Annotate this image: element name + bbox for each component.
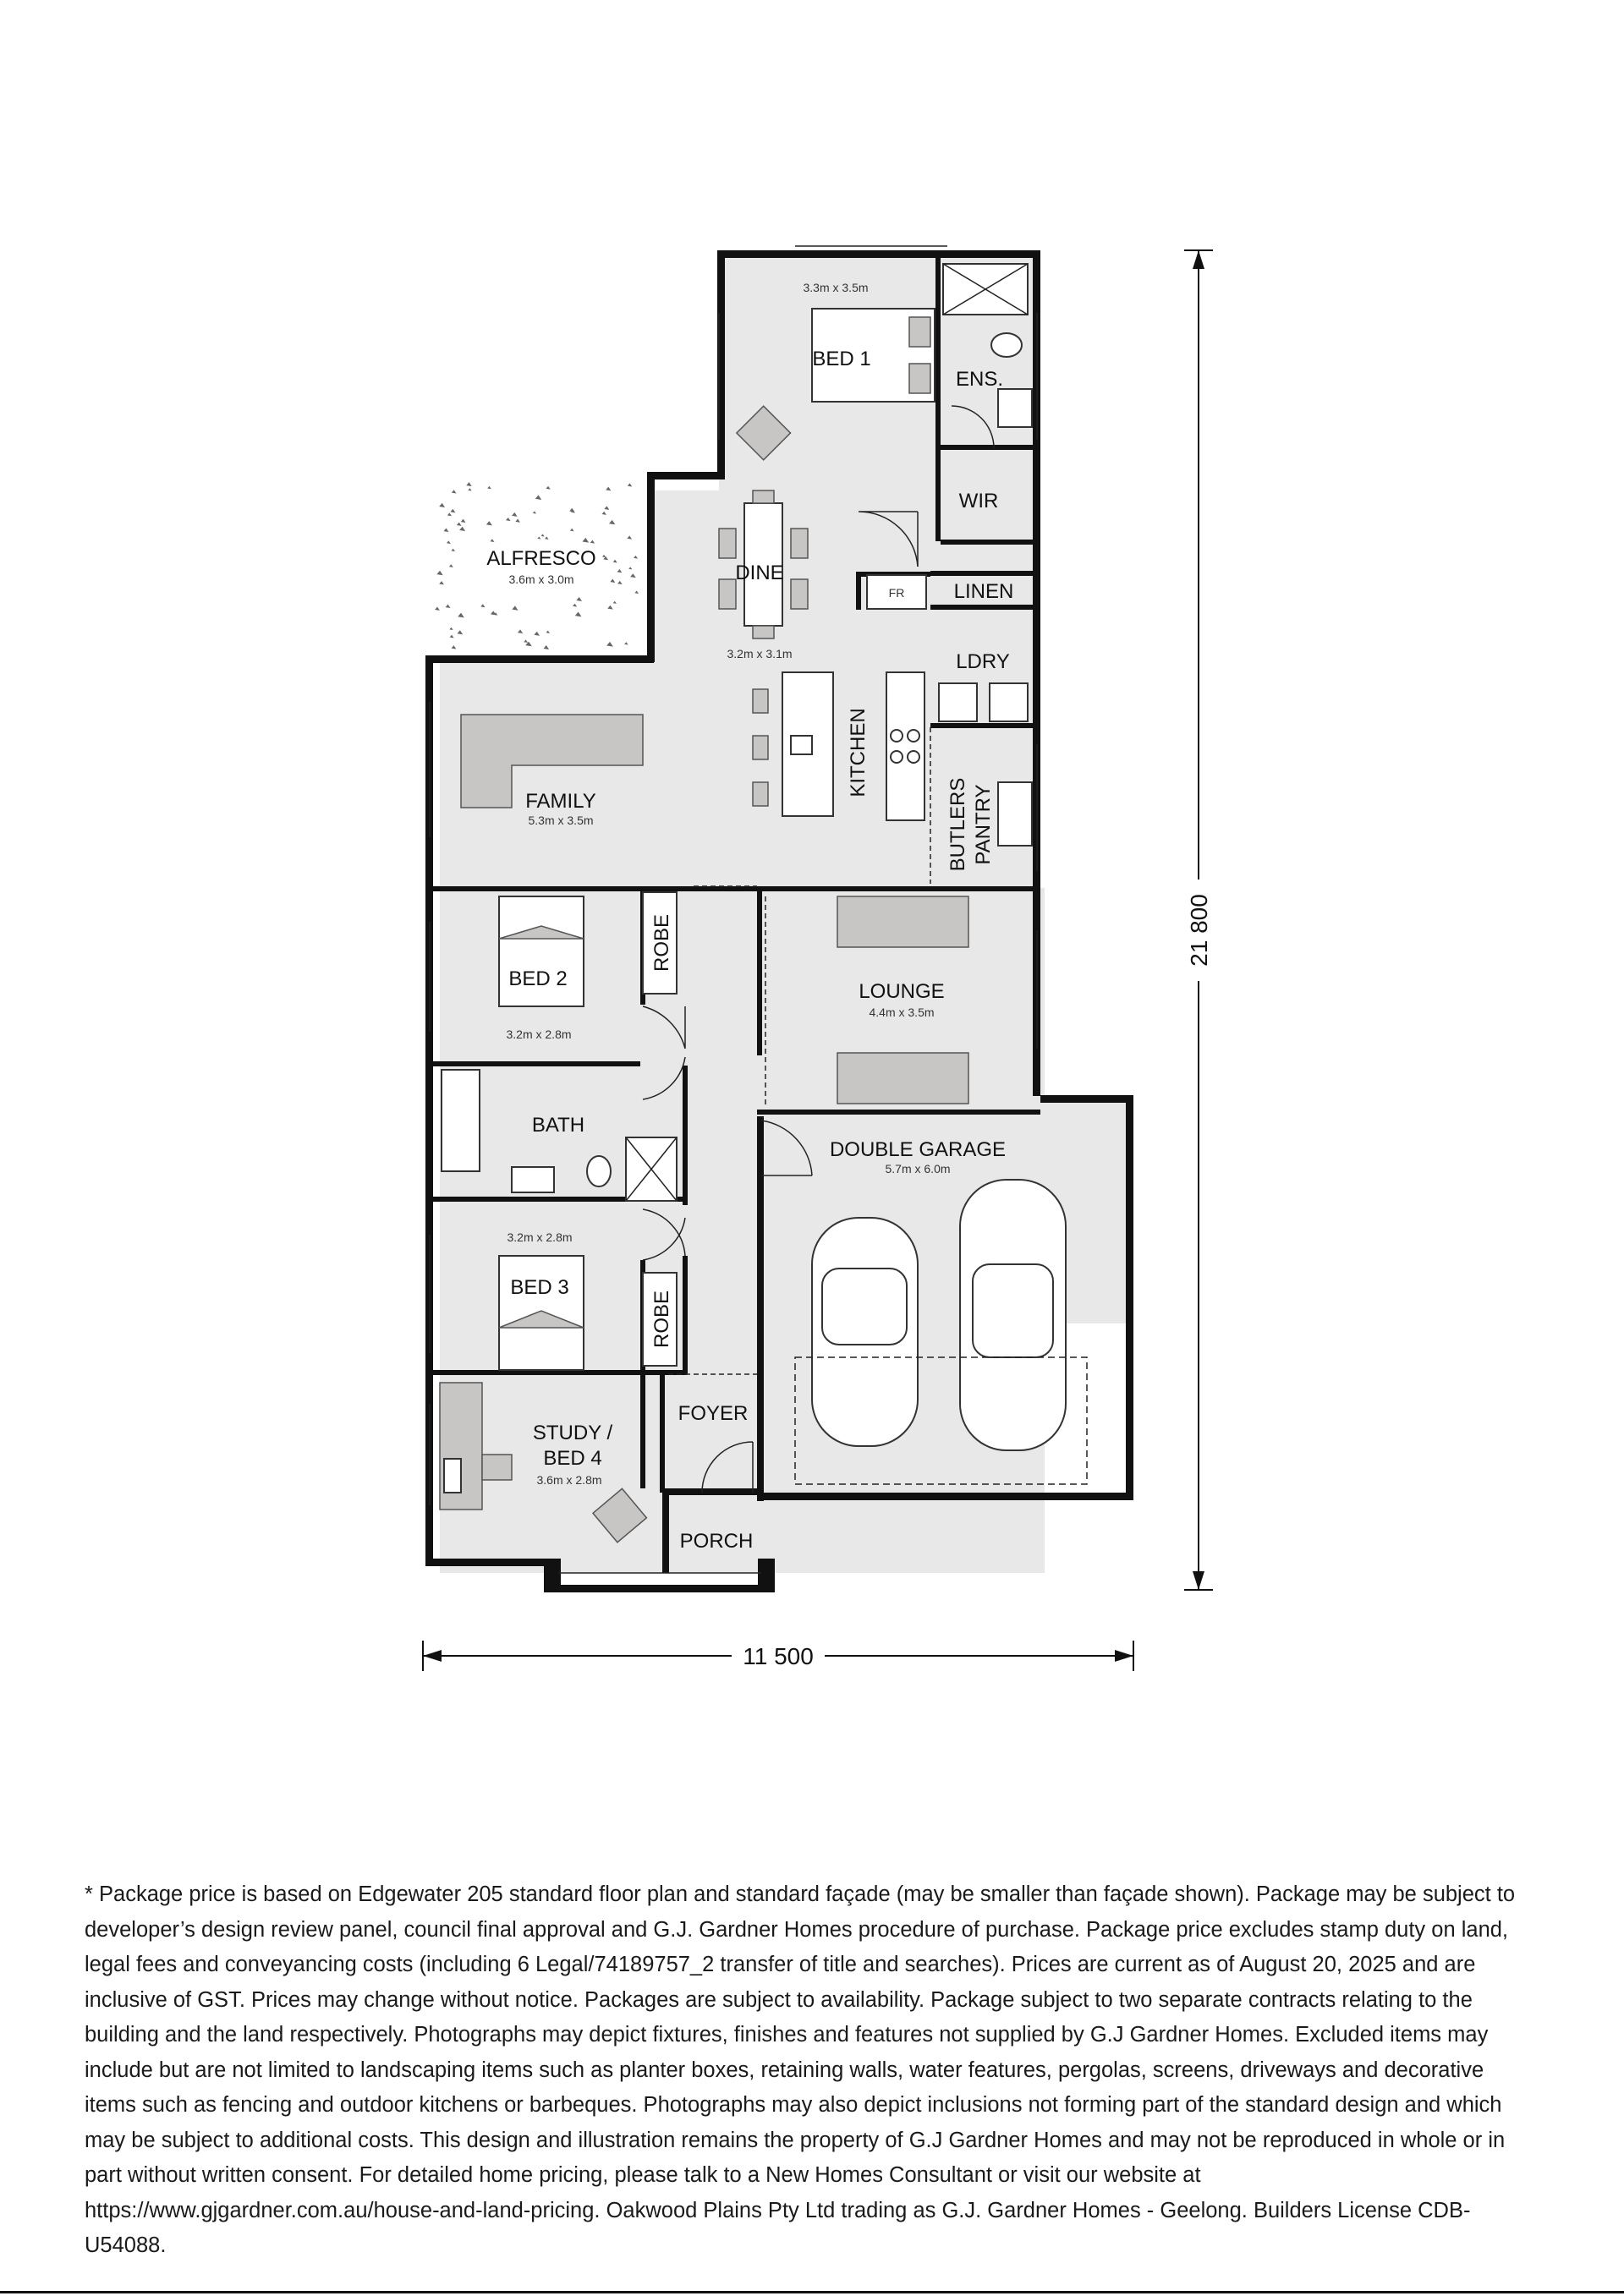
room-label: FR: [888, 586, 905, 600]
room-label: ROBE: [650, 1290, 673, 1349]
room-label: ALFRESCO: [486, 547, 596, 570]
page-bottom-rule: [0, 2291, 1624, 2293]
room-label: FAMILY: [525, 790, 596, 813]
room-label: WIR: [958, 490, 999, 512]
room-dims: 3.6m x 3.0m: [508, 573, 574, 586]
room-dims: 5.3m x 3.5m: [528, 814, 594, 827]
room-label: KITCHEN: [847, 708, 870, 797]
room-label: LDRY: [956, 650, 1010, 673]
room-label: BED 4: [543, 1447, 602, 1470]
room-label: LOUNGE: [859, 980, 945, 1003]
room-dims: 3.2m x 2.8m: [506, 1027, 572, 1041]
room-dims: 3.2m x 3.1m: [727, 647, 793, 660]
room-dims: 3.2m x 2.8m: [507, 1230, 573, 1244]
room-label: DINE: [735, 562, 784, 584]
room-label: FOYER: [678, 1402, 749, 1425]
bath-tub: [442, 1070, 480, 1171]
lounge-sofa-top: [837, 896, 968, 947]
room-label: PORCH: [679, 1530, 754, 1553]
room-dims: 3.3m x 3.5m: [803, 281, 869, 294]
room-dims: 3.6m x 2.8m: [536, 1473, 602, 1487]
room-label: DOUBLE GARAGE: [829, 1138, 1007, 1161]
room-label: BED 1: [812, 348, 871, 370]
room-label: STUDY /: [532, 1422, 613, 1444]
room-label: PANTRY: [972, 784, 995, 865]
room-dims: 4.4m x 3.5m: [869, 1006, 935, 1019]
disclaimer-text: * Package price is based on Edgewater 205 standard floor plan and standard façade (may be smaller than façade shown). Package may be subject to developer’s design review panel, council final approval and G.J. Gardner Homes procedure of purchase. Package price excludes stamp duty on land, legal fees and conveyancing costs (including 6 Legal/74189757_2 transfer of title and searches). Prices are current as of August 20, 2025 and are inclusive of GST. Prices may change without notice. Packages are subject to availability. Package subject to two separate contracts relating to the building and the land respectively. Photographs may depict fixtures, finishes and features not supplied by G.J Gardner Homes. Excluded items may include but are not limited to landscaping items such as planter boxes, retaining walls, water features, pergolas, screens, driveways and decorative items such as fencing and outdoor kitchens or barbeques. Photographs may also depict inclusions not forming part of the standard design and which may be subject to additional costs. This design and illustration remains the property of G.J Gardner Homes and may not be reproduced in whole or in part without written consent. For detailed home pricing, please talk to a New Homes Consultant or visit our website at https://www.gjgardner.com.au/house-and-land-pricing. Oakwood Plains Pty Ltd trading as G.J. Gardner Homes - Geelong. Builders License CDB-U54088.: [85, 1882, 1516, 2257]
room-label: BUTLERS: [946, 777, 969, 872]
room-dims: 5.7m x 6.0m: [885, 1162, 951, 1175]
room-label: ROBE: [650, 913, 673, 973]
room-label: BED 2: [508, 967, 568, 990]
lounge-sofa-bottom: [837, 1053, 968, 1104]
room-label: BATH: [531, 1114, 585, 1137]
room-label: ENS.: [955, 368, 1004, 391]
overall-depth-label: 21 800: [1186, 894, 1212, 967]
room-label: BED 3: [510, 1276, 569, 1299]
room-label: LINEN: [953, 580, 1014, 603]
overall-width-label: 11 500: [743, 1643, 814, 1669]
